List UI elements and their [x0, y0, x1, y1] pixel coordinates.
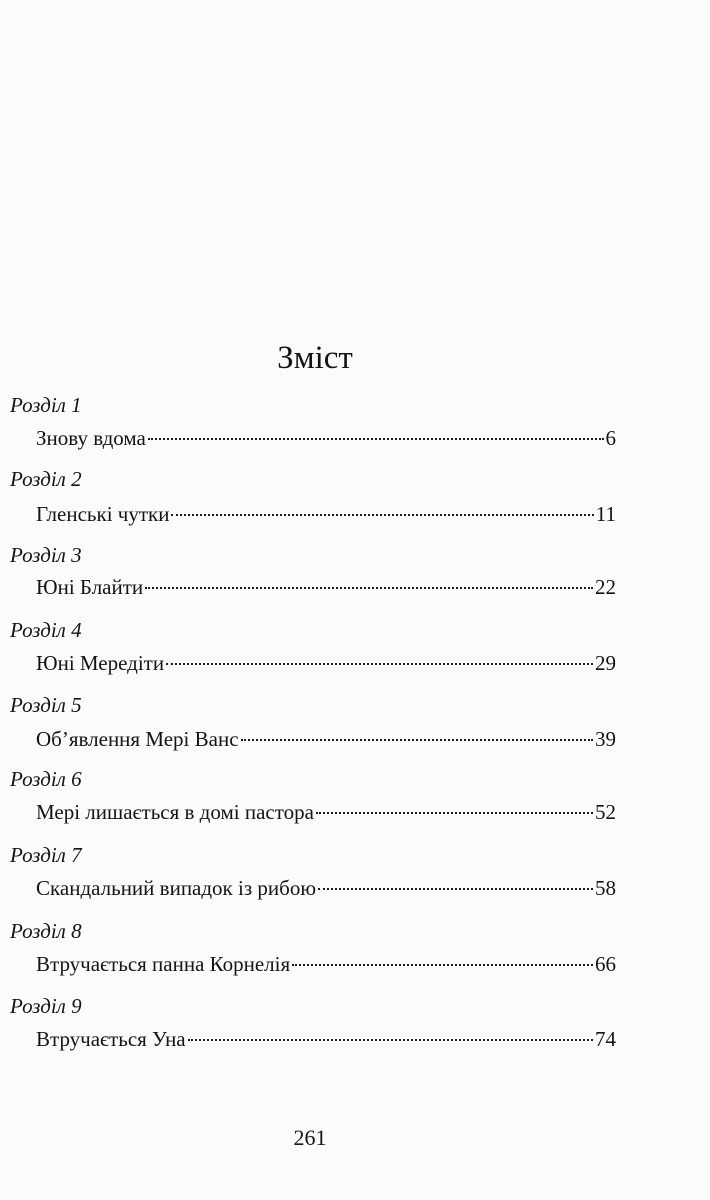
- toc-entry-title: Гленські чутки: [36, 502, 170, 526]
- dot-leader: [188, 1039, 593, 1041]
- page-title: Зміст: [277, 340, 353, 376]
- toc-entry[interactable]: [36, 500, 616, 528]
- toc-entry[interactable]: [36, 649, 616, 677]
- dot-leader: [316, 812, 593, 814]
- toc-entry[interactable]: [36, 424, 616, 452]
- dot-leader: [171, 514, 593, 516]
- toc-entry-title: Втручається панна Корнелія: [36, 952, 291, 976]
- chapter-label: Розділ 3: [10, 543, 82, 567]
- chapter-label: Розділ 6: [10, 767, 82, 791]
- toc-entry-page: 52: [595, 800, 616, 824]
- toc-entry-title: Знову вдома: [36, 426, 146, 450]
- toc-entry-page: 58: [595, 876, 616, 900]
- toc-entry-title: Втручається Уна: [36, 1027, 186, 1051]
- toc-entry-page: 74: [595, 1027, 616, 1051]
- toc-entry-title: Юні Блайти: [36, 575, 144, 599]
- dot-leader: [148, 438, 604, 440]
- toc-entry[interactable]: [36, 1025, 616, 1053]
- toc-entry[interactable]: [36, 950, 616, 978]
- toc-entry-page: 6: [605, 426, 616, 450]
- toc-entry[interactable]: [36, 573, 616, 601]
- toc-entry-page: 22: [595, 575, 616, 599]
- toc-entry-page: 29: [595, 651, 616, 675]
- dot-leader: [318, 888, 593, 890]
- dot-leader: [241, 739, 593, 741]
- chapter-label: Розділ 4: [10, 618, 82, 642]
- toc-entry-page: 39: [595, 727, 616, 751]
- toc-entry-title: Юні Мередіти: [36, 651, 165, 675]
- toc-entry-title: Об’явлення Мері Ванс: [36, 727, 239, 751]
- dot-leader: [145, 587, 593, 589]
- chapter-label: Розділ 8: [10, 919, 82, 943]
- chapter-label: Розділ 2: [10, 467, 82, 491]
- toc-entry-page: 11: [595, 502, 616, 526]
- chapter-label: Розділ 9: [10, 994, 82, 1018]
- toc-entry[interactable]: [36, 874, 616, 902]
- chapter-label: Розділ 5: [10, 693, 82, 717]
- toc-entry[interactable]: [36, 725, 616, 753]
- toc-entry[interactable]: [36, 798, 616, 826]
- chapter-label: Розділ 7: [10, 843, 82, 867]
- toc-entry-title: Скандальний випадок із рибою: [36, 876, 317, 900]
- dot-leader: [166, 663, 593, 665]
- dot-leader: [292, 964, 593, 966]
- chapter-label: Розділ 1: [10, 393, 82, 417]
- toc-entry-page: 66: [595, 952, 616, 976]
- toc-entry-title: Мері лишається в домі пастора: [36, 800, 314, 824]
- page-number: 261: [293, 1125, 327, 1150]
